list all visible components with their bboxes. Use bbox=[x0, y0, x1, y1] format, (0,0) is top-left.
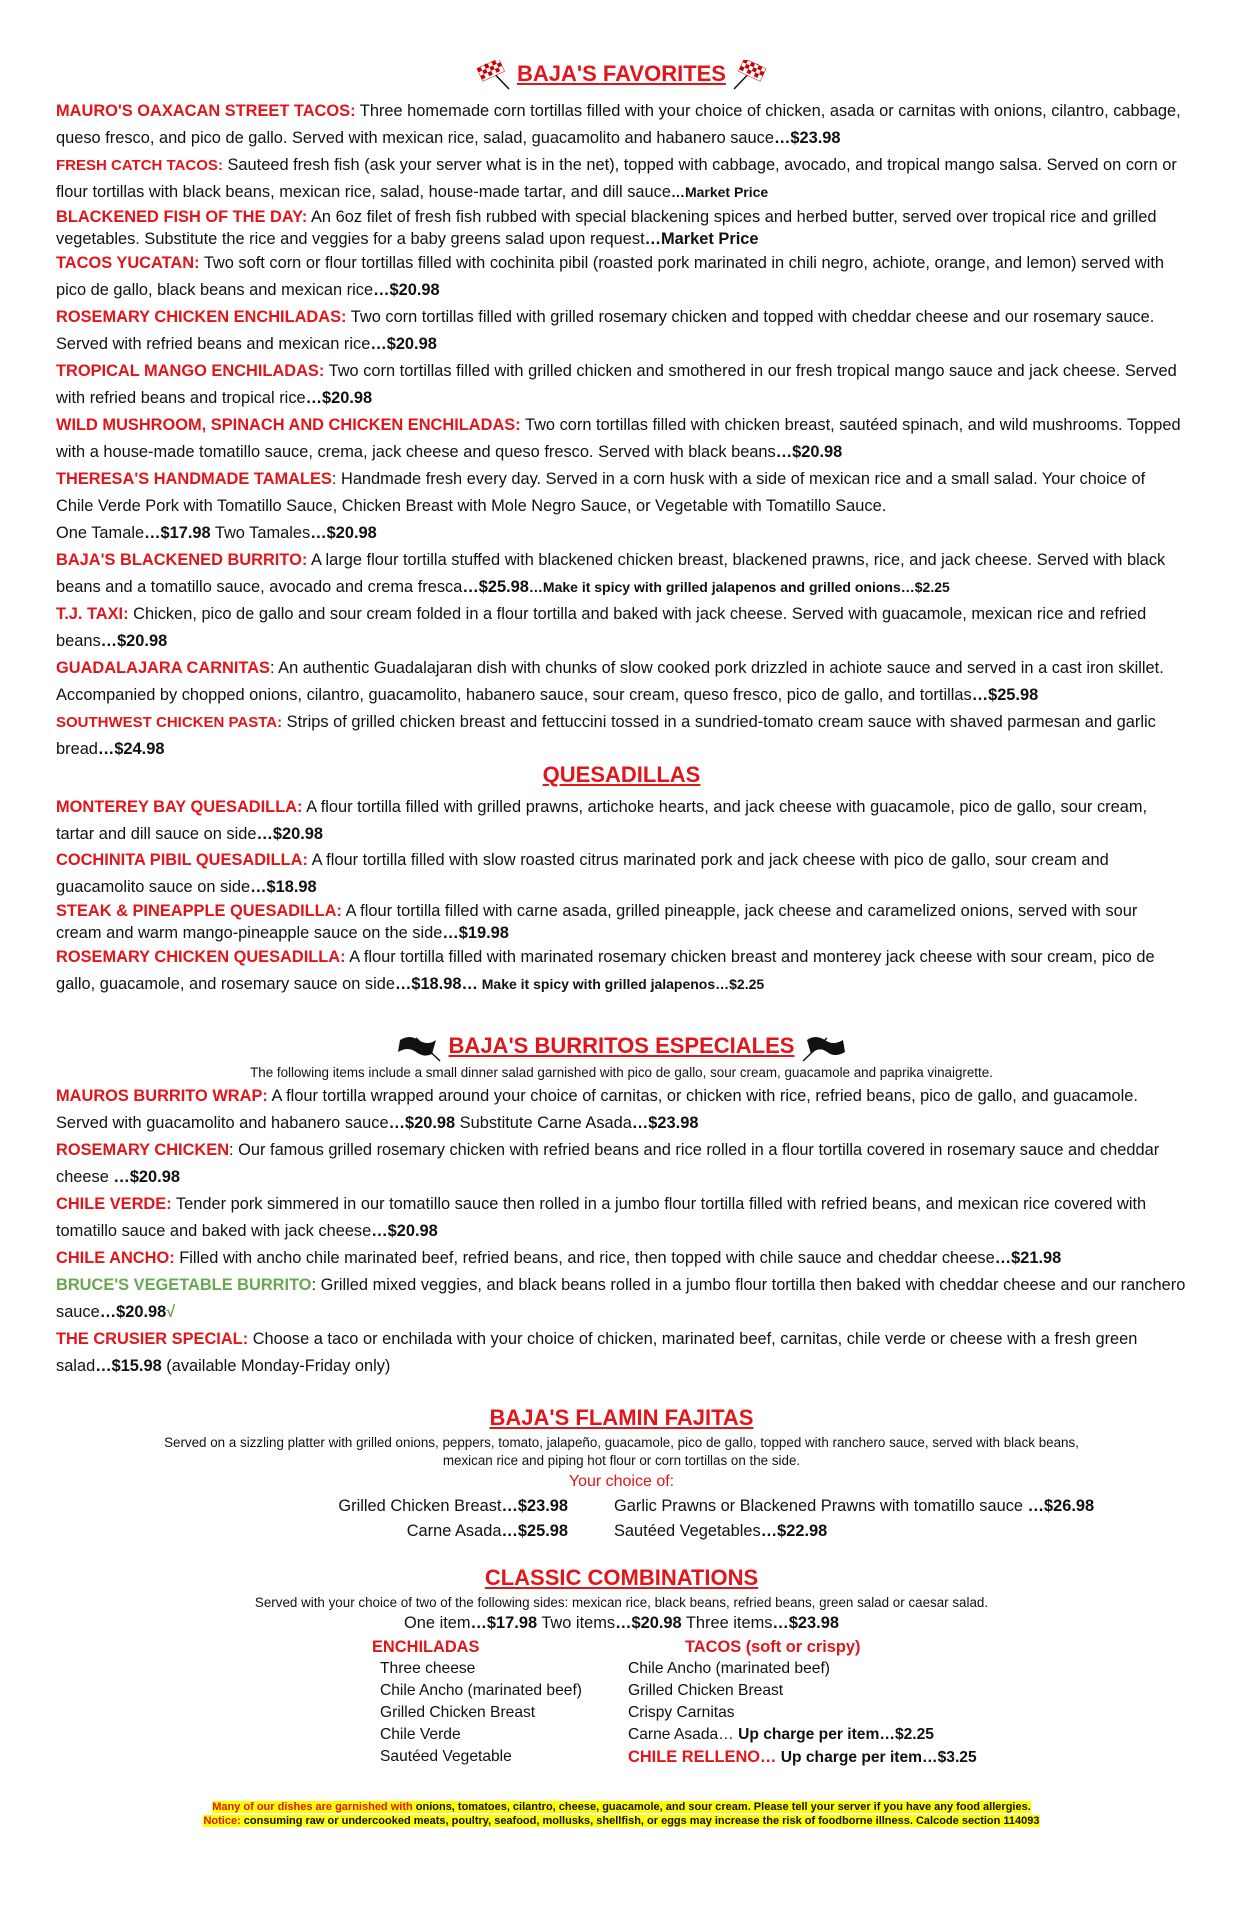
combos-heading bbox=[0, 1565, 1243, 1591]
menu-item: MONTEREY BAY QUESADILLA: A flour tortilla filled with grilled prawns, artichoke hearts, and jack cheese with guacamole, pico de gallo, sour cream, tartar and dill sauce on side…$20.98 bbox=[56, 798, 1148, 843]
vegetarian-check-icon: √ bbox=[166, 1303, 176, 1321]
checkered-flag-icon bbox=[732, 60, 768, 90]
menu-item: BLACKENED FISH OF THE DAY: An 6oz filet of fresh fish rubbed with special blackening spices and herbed butter, served over tropical rice and grilled vegetables. Substitute the rice and veggies for a baby greens salad upon request…Market Price bbox=[56, 208, 1157, 248]
quesadillas-heading bbox=[0, 762, 1243, 788]
menu-item: MAURO'S OAXACAN STREET TACOS: Three homemade corn tortillas filled with your choice of chicken, asada or carnitas with onions, cilantro, cabbage, queso fresco, and pico de gallo. Served with mexican rice, salad, guacamolito and habanero sauce…$23.98 bbox=[56, 102, 1181, 147]
menu-item: GUADALAJARA CARNITAS: An authentic Guadalajaran dish with chunks of slow cooked pork drizzled in achiote sauce and served in a cast iron skillet. Accompanied by chopped onions, cilantro, guacamolito, habanero sauce, sour cream, queso fresco, pico de gallo, and tortillas…$25.98 bbox=[56, 659, 1164, 704]
menu-item: TROPICAL MANGO ENCHILADAS: Two corn tortillas filled with grilled chicken and smothered in our fresh tropical mango sauce and jack cheese. Served with refried beans and tropical rice…$20.98 bbox=[56, 362, 1177, 407]
burritos-title: BAJA'S BURRITOS ESPECIALES bbox=[448, 1032, 795, 1058]
menu-item: THE CRUSIER SPECIAL: Choose a taco or enchilada with your choice of chicken, marinated beef, carnitas, chile verde or cheese with a fresh green salad…$15.98 (available Monday-Friday only) bbox=[56, 1330, 1138, 1375]
allergy-notice: Many of our dishes are garnished with onions, tomatoes, cilantro, cheese, guacamole, and sour cream. Please tell your server if you have any food allergies. bbox=[212, 1801, 1031, 1813]
tacos-heading: TACOS (soft or crispy) bbox=[685, 1638, 861, 1656]
favorites-title: BAJA'S FAVORITES bbox=[517, 60, 726, 86]
fajita-option: Sautéed Vegetables…$22.98 bbox=[614, 1522, 828, 1540]
fajitas-heading bbox=[0, 1405, 1243, 1431]
checkered-flag-icon bbox=[475, 60, 511, 90]
list-item: CHILE RELLENO… Up charge per item…$3.25 bbox=[628, 1748, 977, 1766]
menu-item: BAJA'S BLACKENED BURRITO: A large flour tortilla stuffed with blackened chicken breast, blackened prawns, rice, and jack cheese. Served with black beans and a tomatillo sauce, avocado and crema fresca…$25.98…Make it spicy with grilled jalapenos and grilled onions…$2.25 bbox=[56, 551, 1166, 596]
fajitas-note-2: mexican rice and piping hot flour or corn tortillas on the side. bbox=[442, 1453, 801, 1468]
menu-item: SOUTHWEST CHICKEN PASTA: Strips of grilled chicken breast and fettuccini tossed in a sundried-tomato cream sauce with shaved parmesan and garlic bread…$24.98 bbox=[56, 713, 1156, 758]
burritos-heading bbox=[0, 1032, 1243, 1062]
list-item: Chile Verde bbox=[380, 1726, 461, 1743]
quesadillas-title: QUESADILLAS bbox=[542, 762, 701, 787]
menu-item: CHILE VERDE: Tender pork simmered in our tomatillo sauce then rolled in a jumbo flour tortilla filled with refried beans, and mexican rice covered with tomatillo sauce and baked with jack cheese…$20.98 bbox=[56, 1195, 1147, 1240]
fajitas-note-1: Served on a sizzling platter with grilled onions, peppers, tomato, jalapeño, guacamole, pico de gallo, topped with ranchero sauce, served with black beans, bbox=[164, 1435, 1079, 1450]
enchiladas-heading: ENCHILADAS bbox=[372, 1638, 480, 1656]
fajitas-left-column bbox=[338, 1494, 568, 1544]
menu-item: BRUCE'S VEGETABLE BURRITO: Grilled mixed veggies, and black beans rolled in a jumbo flour tortilla then baked with cheddar cheese and our ranchero sauce…$20.98√ bbox=[56, 1276, 1186, 1321]
list-item: Chile Ancho (marinated beef) bbox=[628, 1660, 830, 1677]
list-item: Grilled Chicken Breast bbox=[628, 1682, 784, 1699]
menu-item: TACOS YUCATAN: Two soft corn or flour tortillas filled with cochinita pibil (roasted pork marinated in chili negro, achiote, orange, and lemon) served with pico de gallo, black beans and mexican rice…$20.98 bbox=[56, 254, 1165, 299]
combos-note: Served with your choice of two of the following sides: mexican rice, black beans, refried beans, green salad or caesar salad. bbox=[254, 1595, 989, 1610]
menu-item: STEAK & PINEAPPLE QUESADILLA: A flour tortilla filled with carne asada, grilled pineapple, jack cheese and caramelized onions, served with sour cream and warm mango-pineapple sauce on the side…$19.98 bbox=[56, 902, 1138, 942]
fajita-option: Garlic Prawns or Blackened Prawns with tomatillo sauce …$26.98 bbox=[614, 1497, 1095, 1515]
favorites-heading bbox=[0, 60, 1243, 90]
favorites-list bbox=[56, 98, 1186, 763]
quesadillas-list bbox=[56, 794, 1186, 997]
menu-item: ROSEMARY CHICKEN QUESADILLA: A flour tortilla filled with marinated rosemary chicken breast and monterey jack cheese with sour cream, pico de gallo, guacamole, and rosemary sauce on side…$18.98… Make it spicy with grilled jalapenos…$2.25 bbox=[56, 948, 1155, 993]
black-flag-icon bbox=[396, 1032, 442, 1062]
list-item: Sautéed Vegetable bbox=[380, 1748, 512, 1765]
menu-item: T.J. TAXI: Chicken, pico de gallo and sour cream folded in a flour tortilla and baked with jack cheese. Served with guacamole, mexican rice and refried beans…$20.98 bbox=[56, 605, 1147, 650]
list-item: Carne Asada… Up charge per item…$2.25 bbox=[628, 1726, 934, 1743]
list-item: Grilled Chicken Breast bbox=[380, 1704, 536, 1721]
black-flag-icon bbox=[801, 1032, 847, 1062]
menu-item: COCHINITA PIBIL QUESADILLA: A flour tortilla filled with slow roasted citrus marinated pork and jack cheese with pico de gallo, sour cream and guacamolito sauce on side…$18.98 bbox=[56, 851, 1109, 896]
menu-item: MAUROS BURRITO WRAP: A flour tortilla wrapped around your choice of carnitas, or chicken with rice, refried beans, pico de gallo, and guacamole. Served with guacamolito and habanero sauce…$20.98 Substitute Carne Asada…$23.98 bbox=[56, 1087, 1138, 1132]
burritos-list bbox=[56, 1083, 1186, 1380]
fajitas-choice-label: Your choice of: bbox=[568, 1473, 675, 1490]
menu-item: THERESA'S HANDMADE TAMALES: Handmade fresh every day. Served in a corn husk with a side of mexican rice and a small salad. Your choice of Chile Verde Pork with Tomatillo Sauce, Chicken Breast with Mole Negro Sauce, or Vegetable with Tomatillo Sauce. One Tamale…$17.98 Two Tamales…$20.98 bbox=[56, 470, 1146, 542]
fajitas-title: BAJA'S FLAMIN FAJITAS bbox=[489, 1405, 754, 1430]
fajita-option: Carne Asada…$25.98 bbox=[406, 1522, 568, 1540]
list-item: Crispy Carnitas bbox=[628, 1704, 735, 1721]
menu-item: ROSEMARY CHICKEN: Our famous grilled rosemary chicken with refried beans and rice rolled in a flour tortilla covered in rosemary sauce and cheddar cheese …$20.98 bbox=[56, 1141, 1160, 1186]
foodborne-notice: Notice: consuming raw or undercooked meats, poultry, seafood, mollusks, shellfish, or eggs may increase the risk of foodborne illness. Calcode section 114093 bbox=[203, 1815, 1040, 1827]
enchiladas-column bbox=[372, 1636, 582, 1768]
menu-item: FRESH CATCH TACOS: Sauteed fresh fish (ask your server what is in the net), topped with cabbage, avocado, and tropical mango salsa. Served on corn or flour tortillas with black beans, mexican rice, salad, house-made tartar, and dill sauce…Market Price bbox=[56, 156, 1177, 201]
combos-pricing: One item…$17.98 Two items…$20.98 Three items…$23.98 bbox=[404, 1614, 839, 1632]
burritos-note: The following items include a small dinner salad garnished with pico de gallo, sour cream, guacamole and paprika vinaigrette. bbox=[250, 1065, 993, 1080]
menu-item: CHILE ANCHO: Filled with ancho chile marinated beef, refried beans, and rice, then topped with chile sauce and cheddar cheese…$21.98 bbox=[56, 1249, 1062, 1267]
tacos-column bbox=[628, 1636, 977, 1769]
list-item: Chile Ancho (marinated beef) bbox=[380, 1682, 582, 1699]
combos-title: CLASSIC COMBINATIONS bbox=[484, 1565, 759, 1590]
menu-item: WILD MUSHROOM, SPINACH AND CHICKEN ENCHILADAS: Two corn tortillas filled with chicken breast, sautéed spinach, and wild mushrooms. Topped with a house-made tomatillo sauce, crema, jack cheese and queso fresco. Served with black beans…$20.98 bbox=[56, 416, 1181, 461]
list-item: Three cheese bbox=[380, 1660, 476, 1677]
fajitas-right-column bbox=[614, 1494, 1094, 1544]
fajita-option: Grilled Chicken Breast…$23.98 bbox=[338, 1497, 568, 1515]
menu-item: ROSEMARY CHICKEN ENCHILADAS: Two corn tortillas filled with grilled rosemary chicken and topped with cheddar cheese and our rosemary sauce. Served with refried beans and mexican rice…$20.98 bbox=[56, 308, 1155, 353]
